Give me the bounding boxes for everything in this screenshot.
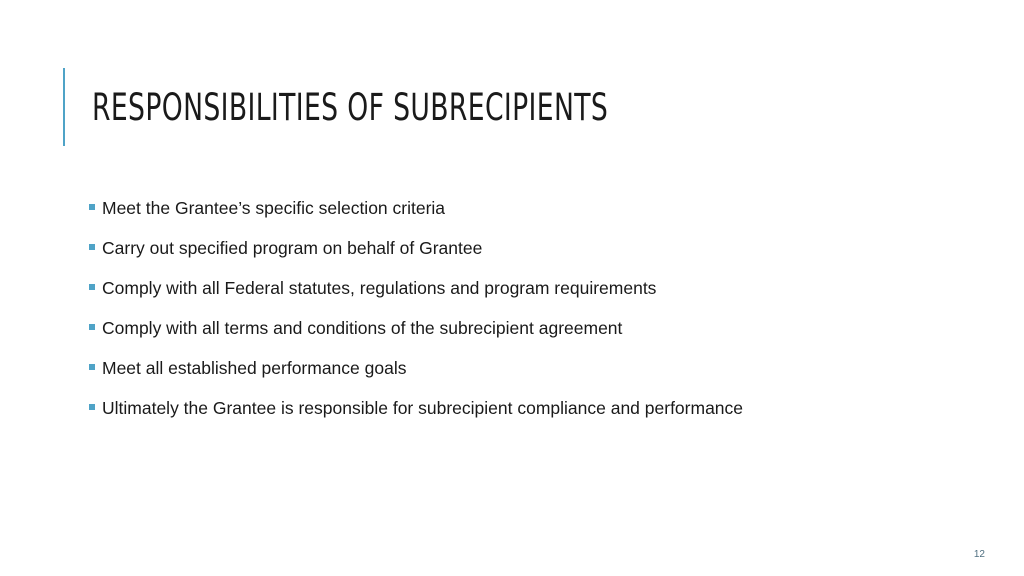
square-bullet-icon <box>89 204 95 210</box>
square-bullet-icon <box>89 364 95 370</box>
square-bullet-icon <box>89 244 95 250</box>
bullet-text: Carry out specified program on behalf of Grantee <box>102 238 483 258</box>
bullet-item <box>88 236 743 260</box>
bullet-item <box>88 316 743 340</box>
title-accent-bar <box>63 68 65 146</box>
bullet-item <box>88 356 743 380</box>
slide-title: RESPONSIBILITIES OF SUBRECIPIENTS <box>92 86 609 129</box>
bullet-item <box>88 396 743 420</box>
page-number: 12 <box>973 549 985 560</box>
bullet-text: Comply with all terms and conditions of the subrecipient agreement <box>102 318 623 338</box>
bullet-item <box>88 196 743 220</box>
bullet-list <box>88 196 743 436</box>
bullet-text: Ultimately the Grantee is responsible for subrecipient compliance and performance <box>102 398 744 418</box>
bullet-text: Meet the Grantee’s specific selection criteria <box>102 198 446 218</box>
square-bullet-icon <box>89 404 95 410</box>
square-bullet-icon <box>89 284 95 290</box>
bullet-text: Comply with all Federal statutes, regulations and program requirements <box>102 278 657 298</box>
bullet-text: Meet all established performance goals <box>102 358 407 378</box>
bullet-item <box>88 276 743 300</box>
square-bullet-icon <box>89 324 95 330</box>
